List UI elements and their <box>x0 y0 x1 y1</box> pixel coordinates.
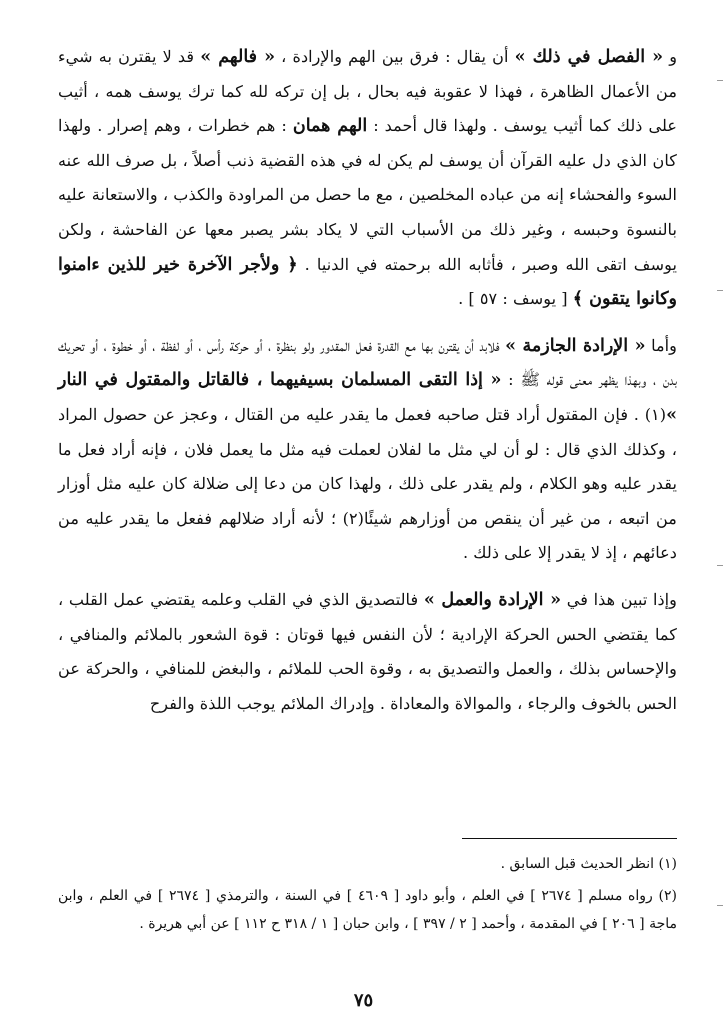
margin-tick <box>717 80 723 81</box>
page-number: ٧٥ <box>353 990 374 1011</box>
emphasized-text: « فالهم » <box>200 47 276 67</box>
paragraph-3 <box>58 583 677 721</box>
emphasized-text: « الإرادة والعمل » <box>423 589 562 610</box>
margin-tick <box>717 565 723 566</box>
text-run: فالتصديق الذي في القلب وعلمه يقتضي عمل القلب ، كما يقتضي الحس الحركة الإرادية ؛ لأن النفس فيها قوتان : قوة الشعور بالملائم والمنافي ، والإحساس بذلك ، والعمل والتصديق به ، وقوة الحب للملائم ، والبغض للمنافي ، والحركة عن الحس بالخوف والرجاء ، والموالاة والمعاداة . وإدراك الملائم يوجب اللذة والفرح <box>58 589 677 713</box>
footnotes <box>58 850 677 938</box>
text-run: وأما <box>645 335 677 355</box>
text-run: فلابد أن يقترن بها مع القدرة فعل المقدور ولو بنظرة ، أو حركة رأس ، أو لفظة ، أو خطوة ، أو تحريك بدن ، وبهذا يظهر معنى قوله ﷺ : <box>58 335 677 390</box>
text-run: : هم خطرات ، وهم إصرار . ولهذا كان الذي دل عليه القرآن أن يوسف لم يكن له في هذه القضية ذنب أصلاً ، بل صرف الله عنه السوء والفحشاء إنه من عباده المخلصين ، مع ما حصل من المراودة والكذب ، والاستعانة عليه بالنسوة وحبسه ، وغير ذلك من الأسباب التي لا يكاد بشر يصبر معها عن الفاحشة ، ولكن يوسف اتقى الله وصبر ، فأثابه الله برحمته في الدنيا . <box>58 116 677 274</box>
margin-tick <box>717 905 723 906</box>
margin-tick <box>717 290 723 291</box>
paragraph-2 <box>58 329 677 571</box>
emphasized-text: « الإرادة الجازمة » <box>505 335 646 356</box>
text-run: وإذا تبين هذا في <box>561 589 677 609</box>
footnote-divider <box>462 838 677 839</box>
footnote-1: (١) انظر الحديث قبل السابق . <box>500 856 677 872</box>
emphasized-text: « الفصل في ذلك » <box>514 47 664 67</box>
text-run: (١) . فإن المقتول أراد قتل صاحبه فعمل ما يقدر عليه من القتال ، وعجز عن حصول المراد ، وكذلك الذي قال : لو أن لي مثل ما لفلان لعملت فيه مثل ما يعمل فلان ، فإنه أراد فعل ما يقدر عليه وهو الكلام ، ولم يقدر على ذلك ، ولهذا كان من دعا إلى ضلالة كان عليه مثل أوزار من اتبعه ، من غير أن ينقص من أوزارهم شيئًا(٢) ؛ لأنه أراد ضلالهم ففعل ما يقدر عليه من دعائهم ، إذ لا يقدر إلا على ذلك . <box>58 404 677 563</box>
paragraph-1 <box>58 40 677 317</box>
footnote-2: (٢) رواه مسلم [ ٢٦٧٤ ] في العلم ، وأبو داود [ ٤٦٠٩ ] في السنة ، والترمذي [ ٢٦٧٤ ] في العلم ، وابن ماجة [ ٢٠٦ ] في المقدمة ، وأحمد [ ٢ / ٣٩٧ ] ، وابن حبان [ ١ / ٣١٨ ح ١١٢ ] عن أبي هريرة . <box>58 888 677 932</box>
emphasized-text: الهم همان <box>292 116 368 137</box>
emphasized-text: « إذا التقى المسلمان بسيفيهما ، فالقاتل والمقتول في النار » <box>58 370 677 425</box>
emphasized-text: ﴿ ولأجر الآخرة خير للذين ءامنوا وكانوا يتقون ﴾ <box>58 254 677 310</box>
text-run: قد لا يقترن به شيء من الأعمال الظاهرة ، فهذا لا عقوبة فيه بحال ، بل إن تركه لله كما ترك يوسف همه ، أثيب على ذلك كما أثيب يوسف . ولهذا قال أحمد : <box>58 47 678 136</box>
text-run: و <box>663 47 678 66</box>
text-run: أن يقال : فرق بين الهم والإرادة ، <box>275 47 515 66</box>
main-text <box>58 40 677 721</box>
text-run: [ يوسف : ٥٧ ] . <box>458 289 573 309</box>
